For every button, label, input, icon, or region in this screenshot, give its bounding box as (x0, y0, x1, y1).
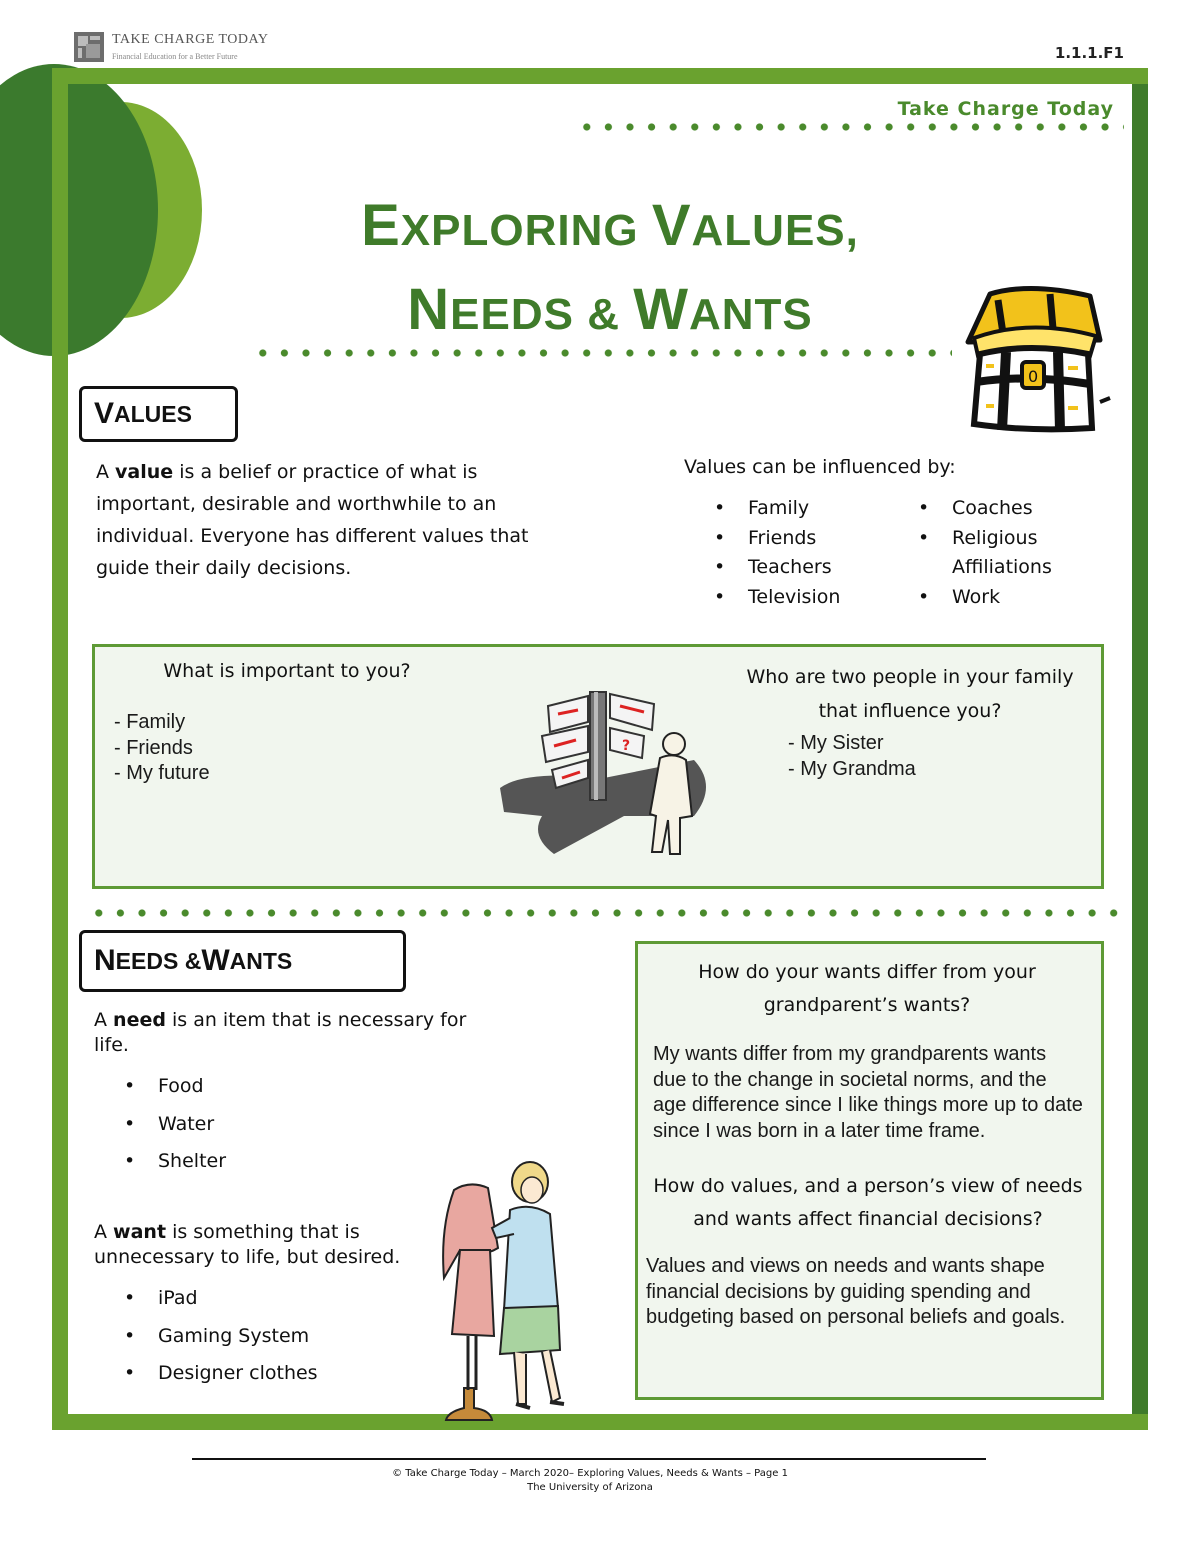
answer-line: - My Grandma (788, 757, 916, 780)
influences-title: Values can be influenced by: (684, 456, 956, 478)
list-item: • Designer clothes (98, 1355, 398, 1393)
list-item: • Gaming System (98, 1318, 398, 1356)
need-term: need (113, 1009, 166, 1031)
want-term: want (113, 1221, 167, 1243)
question-important: What is important to you? (163, 660, 411, 682)
frame-top-border (52, 68, 1148, 84)
dotted-divider-middle (88, 908, 1120, 918)
question-wants-differ: How do your wants differ from your grandparent’s wants? (698, 961, 1036, 1016)
question-family: Who are two people in your family that influence you? (746, 666, 1074, 722)
wants-list (98, 1280, 398, 1393)
logo-mark-icon (74, 32, 104, 62)
dotted-divider-top (576, 122, 1124, 132)
dotted-divider-title (252, 348, 952, 358)
answer-values-affect: Values and views on needs and wants shape financial decisions by guiding spending and budgeting based on personal beliefs and goals. (646, 1255, 1066, 1328)
list-item: • Shelter (98, 1143, 398, 1181)
list-item: • Teachers (688, 553, 888, 583)
list-item: • iPad (98, 1280, 398, 1318)
answer-line: - My Sister (788, 732, 884, 754)
page-title-line2: NEEDS & WANTS (407, 277, 813, 342)
list-item: • Religious Affiliations (892, 524, 1092, 583)
brand-label: Take Charge Today (897, 98, 1114, 120)
need-definition: A need is an item that is necessary for life. (94, 1009, 467, 1056)
svg-text:?: ? (622, 738, 631, 754)
answer-line: - Friends (114, 736, 193, 759)
logo-tagline: Financial Education for a Better Future (112, 52, 238, 61)
logo (74, 32, 274, 64)
value-definition: A value is a belief or practice of what is important, desirable and worthwhile to an individual. Everyone has different values that guide their daily decisions. (96, 461, 529, 579)
list-item: • Friends (688, 524, 888, 554)
document-code: 1.1.1.F1 (1054, 44, 1124, 62)
answer-wants-differ: My wants differ from my grandparents wants due to the change in societal norms, and the age difference since I like things more up to date since I was born in a later time frame. (653, 1043, 1083, 1142)
shopper-mannequin-icon (434, 1158, 578, 1424)
influences-list-col1 (688, 494, 888, 612)
footer-divider (192, 1458, 986, 1460)
crossroads-signpost-icon (494, 666, 720, 862)
footer-copyright: © Take Charge Today – March 2020– Exploring Values, Needs & Wants – Page 1 (392, 1468, 788, 1479)
answers-important (114, 710, 374, 787)
treasure-chest-icon (950, 282, 1112, 440)
answer-line: - Family (114, 711, 186, 733)
needs-list (98, 1068, 398, 1181)
list-item: • Family (688, 494, 888, 524)
values-heading: V ALUES (79, 386, 238, 442)
page-title-line1: EXPLORING VALUES, (361, 193, 859, 258)
list-item: • Water (98, 1106, 398, 1144)
footer-university: The University of Arizona (527, 1482, 653, 1493)
list-item: • Food (98, 1068, 398, 1106)
needs-wants-heading: N EEDS & W ANTS (79, 930, 406, 992)
question-values-affect: How do values, and a person’s view of needs and wants affect financial decisions? (653, 1175, 1083, 1230)
answer-line: - My future (114, 762, 210, 784)
list-item: • Coaches (892, 494, 1092, 524)
want-definition: A want is something that is unnecessary to life, but desired. (94, 1221, 401, 1268)
value-term: value (115, 461, 174, 483)
logo-name: TAKE CHARGE TODAY (112, 32, 269, 47)
svg-text:0: 0 (1028, 367, 1039, 386)
frame-bottom-border (52, 1414, 1148, 1430)
list-item: • Television (688, 583, 888, 613)
influences-list-col2 (892, 494, 1092, 612)
answers-family (788, 731, 1048, 782)
list-item: • Work (892, 583, 1092, 613)
